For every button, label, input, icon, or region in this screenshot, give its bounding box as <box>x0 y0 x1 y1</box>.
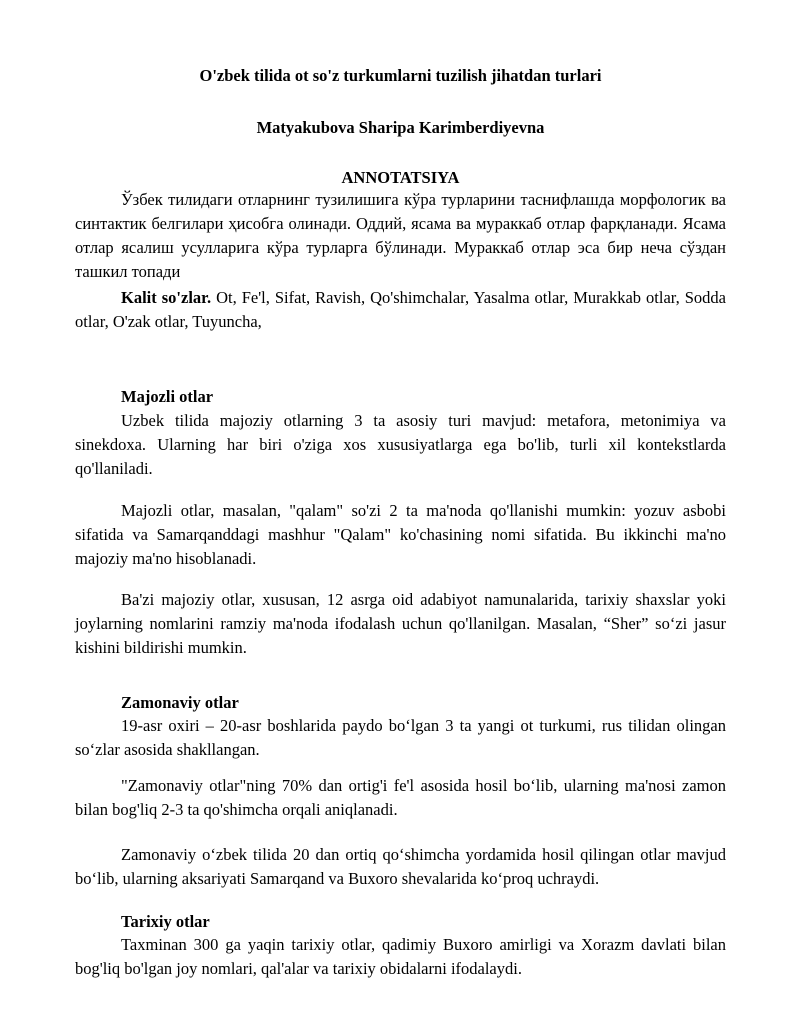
paragraph: Uzbek tilida majoziy otlarning 3 ta asosiy turi mavjud: metafora, metonimiya va sinekdoxa. Ularning har biri o'ziga xos xususiyatlarga ega bo'lib, turli xil kontekstlarda qo'llaniladi. <box>75 411 726 478</box>
paragraph: 19-asr oxiri – 20-asr boshlarida paydo bo‘lgan 3 ta yangi ot turkumi, rus tilidan olingan so‘zlar asosida shakllangan. <box>75 716 726 759</box>
keywords-list: Ot, Fe'l, Sifat, Ravish, Qo'shimchalar, Yasalma otlar, Murakkab otlar, Sodda otlar, O'zak otlar, Tuyuncha, <box>75 288 726 331</box>
keywords-label: Kalit so'zlar. <box>121 288 212 307</box>
section-heading-tarixiy: Tarixiy otlar <box>121 912 210 931</box>
paragraph: Majozli otlar, masalan, "qalam" so'zi 2 ta ma'noda qo'llanishi mumkin: yozuv asbobi sifatida va Samarqanddagi mashhur "Qalam" ko'chasining nomi sifatida. Bu ikkinchi ma'no majoziy ma'no hisoblanadi. <box>75 501 726 568</box>
section-heading-majozli: Majozli otlar <box>121 387 214 406</box>
annotation-paragraph: Ўзбек тилидаги отларнинг тузилишига кўра турларини таснифлашда морфологик ва синтактик белгилари ҳисобга олинади. Оддий, ясама ва мураккаб отлар фарқланади. Ясама отлар ясалиш усулларига кўра турларга бўлинади. Мураккаб отлар эса бир неча сўздан ташкил топади <box>75 190 726 281</box>
annotation-heading: ANNOTATSIYA <box>341 168 460 187</box>
paragraph: Taxminan 300 ga yaqin tarixiy otlar, qadimiy Buxoro amirligi va Xorazm davlati bilan bog'liq bo'lgan joy nomlari, qal'alar va tarixiy obidalarni ifodalaydi. <box>75 935 726 978</box>
paragraph: Ba'zi majoziy otlar, xususan, 12 asrga oid adabiyot namunalarida, tarixiy shaxslar yoki joylarning nomlarini ramziy ma'noda ifodalash uchun qo'llanilgan. Masalan, “Sher” so‘zi jasur kishini bildirishi mumkin. <box>75 590 726 657</box>
paragraph: Zamonaviy o‘zbek tilida 20 dan ortiq qo‘shimcha yordamida hosil qilingan otlar mavjud bo‘lib, ularning aksariyati Samarqand va Buxoro shevalarida ko‘proq uchraydi. <box>75 845 726 888</box>
keywords-paragraph <box>75 286 726 334</box>
document-title: O'zbek tilida ot so'z turkumlarni tuzilish jihatdan turlari <box>199 66 602 85</box>
author-name: Matyakubova Sharipa Karimberdiyevna <box>256 118 545 137</box>
paragraph: "Zamonaviy otlar"ning 70% dan ortig'i fe'l asosida hosil bo‘lib, ularning ma'nosi zamon bilan bog'liq 2-3 ta qo'shimcha orqali aniqlanadi. <box>75 776 726 819</box>
section-heading-zamonaviy: Zamonaviy otlar <box>121 693 239 712</box>
